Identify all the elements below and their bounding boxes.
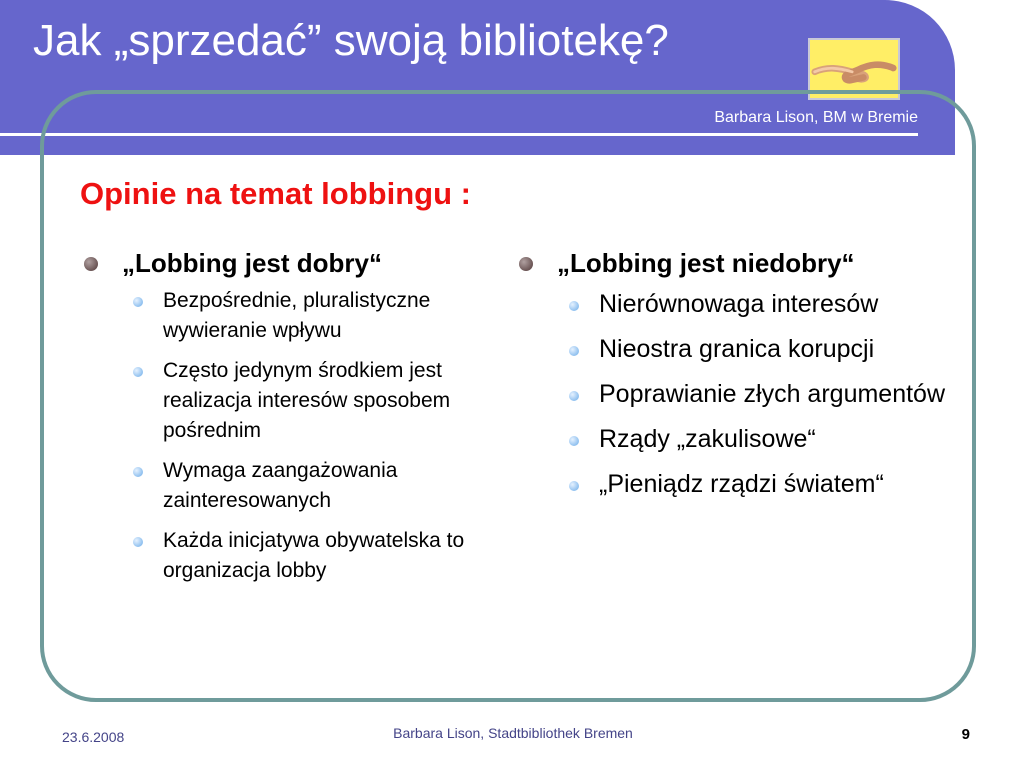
list-item xyxy=(80,356,510,446)
bullet-icon xyxy=(569,481,579,491)
bullet-icon xyxy=(569,346,579,356)
bullet-icon xyxy=(569,436,579,446)
list-item xyxy=(515,376,965,413)
slide-subtitle: Barbara Lison, BM w Bremie xyxy=(714,109,918,126)
bullet-icon xyxy=(133,297,143,307)
list-item-text: Rządy „zakulisowe“ xyxy=(599,425,816,453)
list-item xyxy=(80,286,510,346)
list-item xyxy=(80,526,510,586)
list-item-text: Każda inicjatywa obywatelska to organizacja lobby xyxy=(163,529,465,582)
page-number: 9 xyxy=(961,726,970,743)
left-column xyxy=(80,246,510,596)
list-item-text: „Pieniądz rządzi światem“ xyxy=(599,470,884,498)
slide-title: Jak „sprzedać” swoją bibliotekę? xyxy=(33,16,669,65)
list-item-text: Bezpośrednie, pluralistyczne wywieranie wpływu xyxy=(163,289,431,342)
bullet-icon xyxy=(569,391,579,401)
list-item xyxy=(80,456,510,516)
bullet-icon xyxy=(133,367,143,377)
section-title: Opinie na temat lobbingu : xyxy=(80,176,471,211)
list-item xyxy=(515,466,965,503)
left-heading-item xyxy=(80,246,510,280)
bullet-icon xyxy=(569,301,579,311)
bullet-icon xyxy=(133,537,143,547)
left-heading: „Lobbing jest dobry“ xyxy=(122,248,382,278)
list-item xyxy=(515,331,965,368)
list-item xyxy=(515,286,965,323)
left-list xyxy=(80,286,510,586)
right-heading-item xyxy=(515,246,965,280)
right-list xyxy=(515,286,965,503)
list-item-text: Wymaga zaangażowania zainteresowanych xyxy=(163,459,398,512)
list-item-text: Poprawianie złych argumentów xyxy=(599,380,946,408)
bullet-icon xyxy=(519,257,533,271)
list-item-text: Nierównowaga interesów xyxy=(599,290,879,318)
bullet-icon xyxy=(84,257,98,271)
list-item xyxy=(515,421,965,458)
footer-date: 23.6.2008 xyxy=(62,729,125,745)
bullet-icon xyxy=(133,467,143,477)
right-column xyxy=(515,246,965,511)
right-heading: „Lobbing jest niedobry“ xyxy=(557,248,855,278)
list-item-text: Nieostra granica korupcji xyxy=(599,335,875,363)
footer-author: Barbara Lison, Stadtbibliothek Bremen xyxy=(393,725,633,741)
list-item-text: Często jedynym środkiem jest realizacja interesów sposobem pośrednim xyxy=(163,359,451,442)
